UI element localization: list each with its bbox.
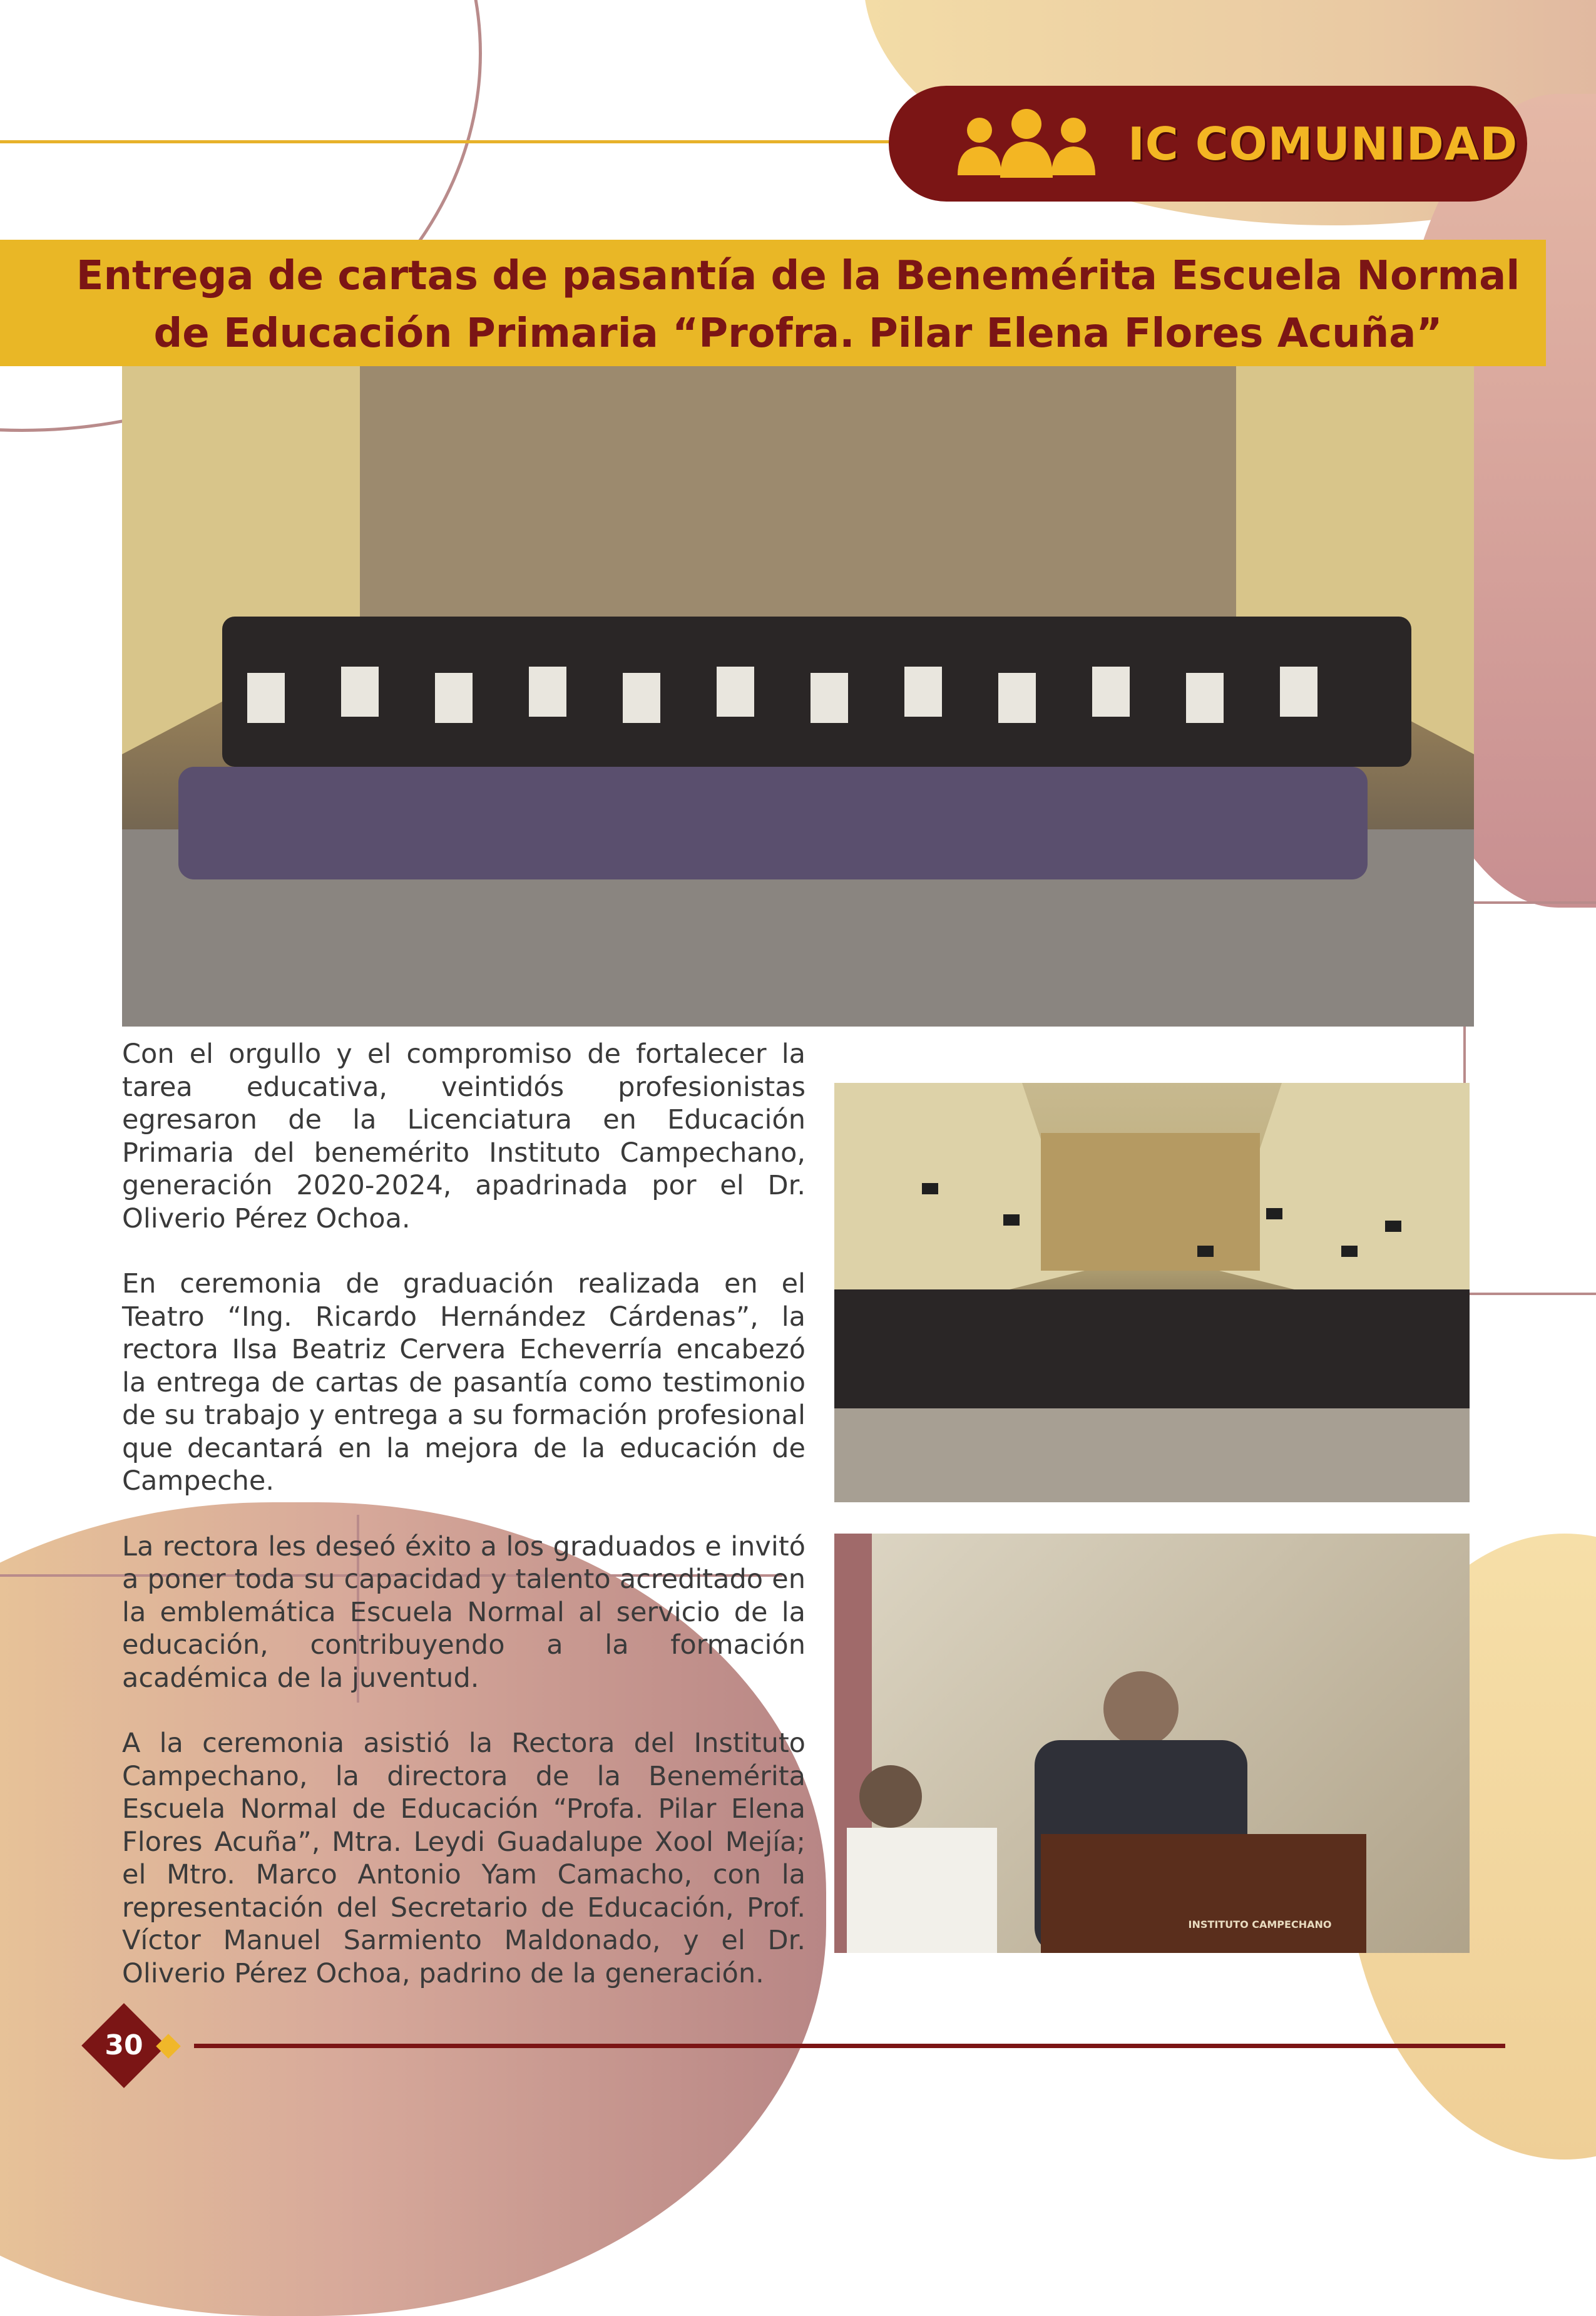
title-line-1: Entrega de cartas de pasantía de la Benemérita Escuela Normal (76, 253, 1520, 299)
people-group-icon (951, 106, 1102, 182)
section-label: IC COMUNIDAD (1128, 117, 1518, 170)
speaker-photo (834, 1534, 1470, 1953)
paragraph: En ceremonia de graduación realizada en el Teatro “Ing. Ricardo Hernández Cárdenas”, la rectora Ilsa Beatriz Cervera Echeverría encabezó la entrega de cartas de pasantía como testimonio de su trabajo y entrega a su formación profesional que decantará en la mejora de la educación de Campeche. (122, 1268, 806, 1497)
podium-sign: INSTITUTO CAMPECHANO (1188, 1919, 1332, 1930)
header-rule (0, 140, 895, 143)
decor-line (1465, 1293, 1596, 1295)
graduates-photo (834, 1083, 1470, 1502)
decor-line (1465, 901, 1596, 904)
group-photo (122, 366, 1474, 1027)
graduates-photo-illustration (834, 1083, 1470, 1502)
paragraph: La rectora les deseó éxito a los graduados e invitó a poner toda su capacidad y talento acreditado en la emblemática Escuela Normal al servicio de la educación, contribuyendo a la formación académica de la juventud. (122, 1530, 806, 1694)
paragraph: Con el orgullo y el compromiso de fortalecer la tarea educativa, veintidós profesionistas egresaron de la Licenciatura en Educación Primaria del benemérito Instituto Campechano, generación 2020-2024, apadrinada por el Dr. Oliverio Pérez Ochoa. (122, 1038, 806, 1234)
article-title (0, 247, 1596, 362)
speaker-photo-illustration (834, 1534, 1470, 1953)
paragraph: A la ceremonia asistió la Rectora del Instituto Campechano, la directora de la Benemérita Escuela Normal de Educación “Profa. Pilar Elena Flores Acuña”, Mtra. Leydi Guadalupe Xool Mejía; el Mtro. Marco Antonio Yam Camacho, con la representación del Secretario de Educación, Prof. Víctor Manuel Sarmiento Maldonado, y el Dr. Oliverio Pérez Ochoa, padrino de la generación. (122, 1728, 806, 1989)
section-badge (889, 86, 1527, 202)
group-photo-illustration (122, 366, 1474, 1027)
title-line-2: de Educación Primaria “Profra. Pilar Elena Flores Acuña” (153, 310, 1443, 357)
article-body (122, 1038, 806, 2022)
decor-line (1463, 1027, 1466, 1083)
page-number: 30 (105, 2029, 143, 2061)
footer-rule (194, 2044, 1505, 2048)
